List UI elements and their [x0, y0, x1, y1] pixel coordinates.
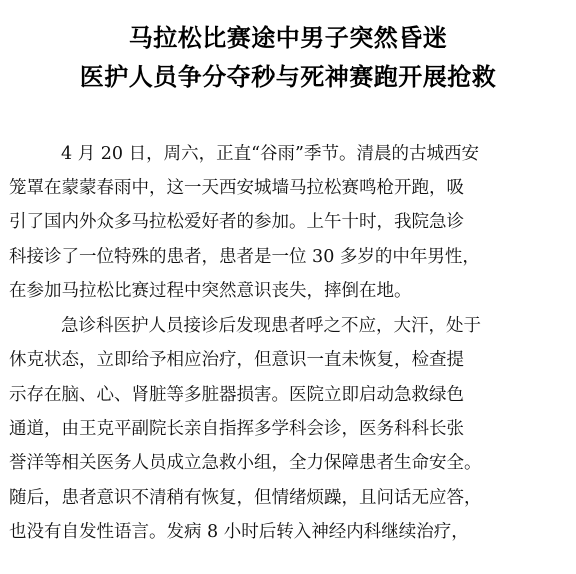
paragraph-1-line-3: 引了国内外众多马拉松爱好者的参加。上午十时，我院急诊 — [9, 212, 464, 232]
paragraph-2-line-6: 随后，患者意识不清稍有恢复，但情绪烦躁，且问话无应答， — [9, 488, 482, 508]
paragraph-1-line-2: 笼罩在蒙蒙春雨中，这一天西安城墙马拉松赛鸣枪开跑，吸 — [9, 178, 464, 198]
paragraph-2-line-7: 也没有自发性语言。发病 8 小时后转入神经内科继续治疗， — [9, 522, 469, 542]
paragraph-2-line-5: 誉洋等相关医务人员成立急救小组，全力保障患者生命安全。 — [9, 453, 482, 473]
paragraph-2-line-1: 急诊科医护人员接诊后发现患者呼之不应，大汗，处于 — [61, 316, 481, 336]
document-title-line-1: 马拉松比赛途中男子突然昏迷 — [128, 24, 448, 52]
document-title-line-2: 医护人员争分夺秒与死神赛跑开展抢救 — [79, 63, 497, 91]
paragraph-2-line-2: 休克状态，立即给予相应治疗，但意识一直未恢复，检查提 — [9, 350, 464, 370]
paragraph-2-line-4: 通道，由王克平副院长亲自指挥多学科会诊，医务科科长张 — [9, 419, 464, 439]
paragraph-2-line-3: 示存在脑、心、肾脏等多脏器损害。医院立即启动急救绿色 — [9, 385, 464, 405]
paragraph-1-line-4: 科接诊了一位特殊的患者，患者是一位 30 多岁的中年男性， — [9, 247, 480, 267]
paragraph-1-line-5: 在参加马拉松比赛过程中突然意识丧失，摔倒在地。 — [9, 281, 412, 301]
paragraph-1-line-1: 4 月 20 日，周六，正直“谷雨”季节。清晨的古城西安 — [61, 144, 479, 164]
